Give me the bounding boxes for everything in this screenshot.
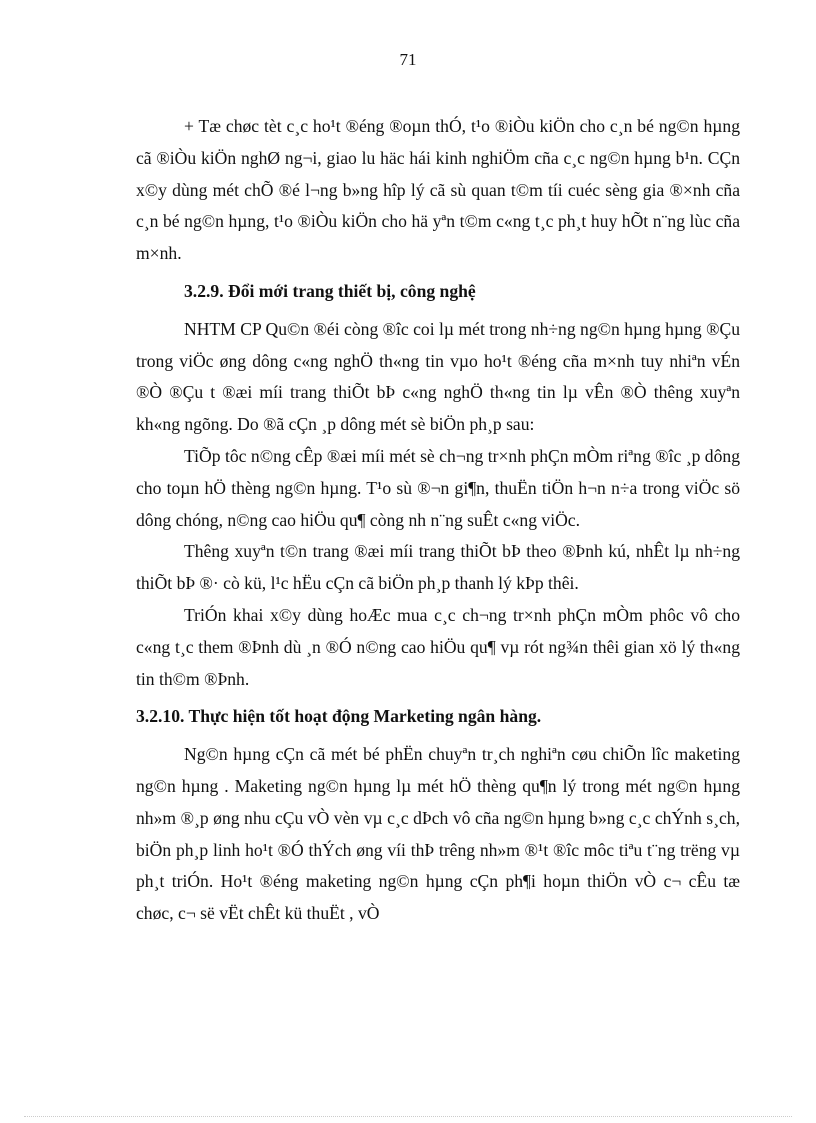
- page-number: 71: [399, 50, 417, 69]
- paragraph-technology-intro: NHTM CP Qu©n ®éi còng ®îc coi lµ mét trong nh÷ng ng©n hµng hµng ®Çu trong viÖc øng dông c«ng nghÖ th«ng tin vµo ho¹t ®éng cña m×nh tuy nhiªn vÉn ®Ò ®Çu t ®æi míi trang thiÕt bÞ c«ng nghÖ th«ng tin lµ vÊn ®Ò thêng xuyªn kh«ng ngõng. Do ®ã cÇn ¸p dông mét sè biÖn ph¸p sau:: [136, 318, 740, 435]
- paragraph-appraisal-software: TriÓn khai x©y dùng hoÆc mua c¸c ch¬ng tr×nh phÇn mÒm phôc vô cho c«ng t¸c them ®Þnh dù ¸n ®Ó n©ng cao hiÖu qu¶ vµ rót ng¾n thêi gian xö lý th«ng tin th©m ®Þnh.: [136, 604, 740, 689]
- paragraph-staff-welfare: + Tæ chøc tèt c¸c ho¹t ®éng ®oµn thÓ, t¹o ®iÒu kiÖn cho c¸n bé ng©n hµng cã ®iÒu kiÖn nghØ ng¬i, giao lu häc hái kinh nghiÖm cña c¸c ng©n hµng b¹n. CÇn x©y dùng mét chÕ ®é l¬ng b»ng hîp lý cã sù quan t©m tíi cuéc sèng gia ®×nh cña c¸n bé ng©n hµng, t¹o ®iÒu kiÖn cho hä yªn t©m c«ng t¸c ph¸t huy hÕt n¨ng lùc cña m×nh.: [136, 116, 740, 264]
- footer-divider: [24, 1116, 792, 1117]
- section-heading-3-2-9: 3.2.9. Đổi mới trang thiết bị, công nghệ: [184, 280, 476, 301]
- paragraph-software-upgrade: TiÕp tôc n©ng cÊp ®æi míi mét sè ch¬ng tr×nh phÇn mÒm riªng ®îc ¸p dông cho toµn hÖ thèng ng©n hµng. T¹o sù ®¬n gi¶n, thuËn tiÖn h¬n n÷a trong viÖc sö dông chóng, n©ng cao hiÖu qu¶ còng nh n¨ng suÊt c«ng viÖc.: [136, 445, 740, 530]
- document-body: [136, 111, 740, 930]
- paragraph-marketing: Ng©n hµng cÇn cã mét bé phËn chuyªn tr¸ch nghiªn cøu chiÕn lîc maketing ng©n hµng . Maketing ng©n hµng lµ mét hÖ thèng qu¶n lý trong mét ng©n hµng nh»m ®¸p øng nhu cÇu vÒ vèn vµ c¸c dÞch vô cña ng©n hµng b»ng c¸c chÝnh s¸ch, biÖn ph¸p linh ho¹t ®Ó thÝch øng víi thÞ trêng nh»m ®¹t ®îc môc tiªu t¨ng trëng vµ ph¸t triÓn. Ho¹t ®éng maketing ng©n hµng cÇn ph¶i hoµn thiÖn vÒ c¬ cÊu tæ chøc, c¬ së vËt chÊt kü thuËt , vÒ: [136, 744, 740, 924]
- section-heading-3-2-10: 3.2.10. Thực hiện tốt hoạt động Marketing ngân hàng.: [136, 706, 542, 727]
- paragraph-equipment-renewal: Thêng xuyªn t©n trang ®æi míi trang thiÕt bÞ theo ®Þnh kú, nhÊt lµ nh÷ng thiÕt bÞ ®· cò kü, l¹c hËu cÇn cã biÖn ph¸p thanh lý kÞp thêi.: [136, 541, 740, 594]
